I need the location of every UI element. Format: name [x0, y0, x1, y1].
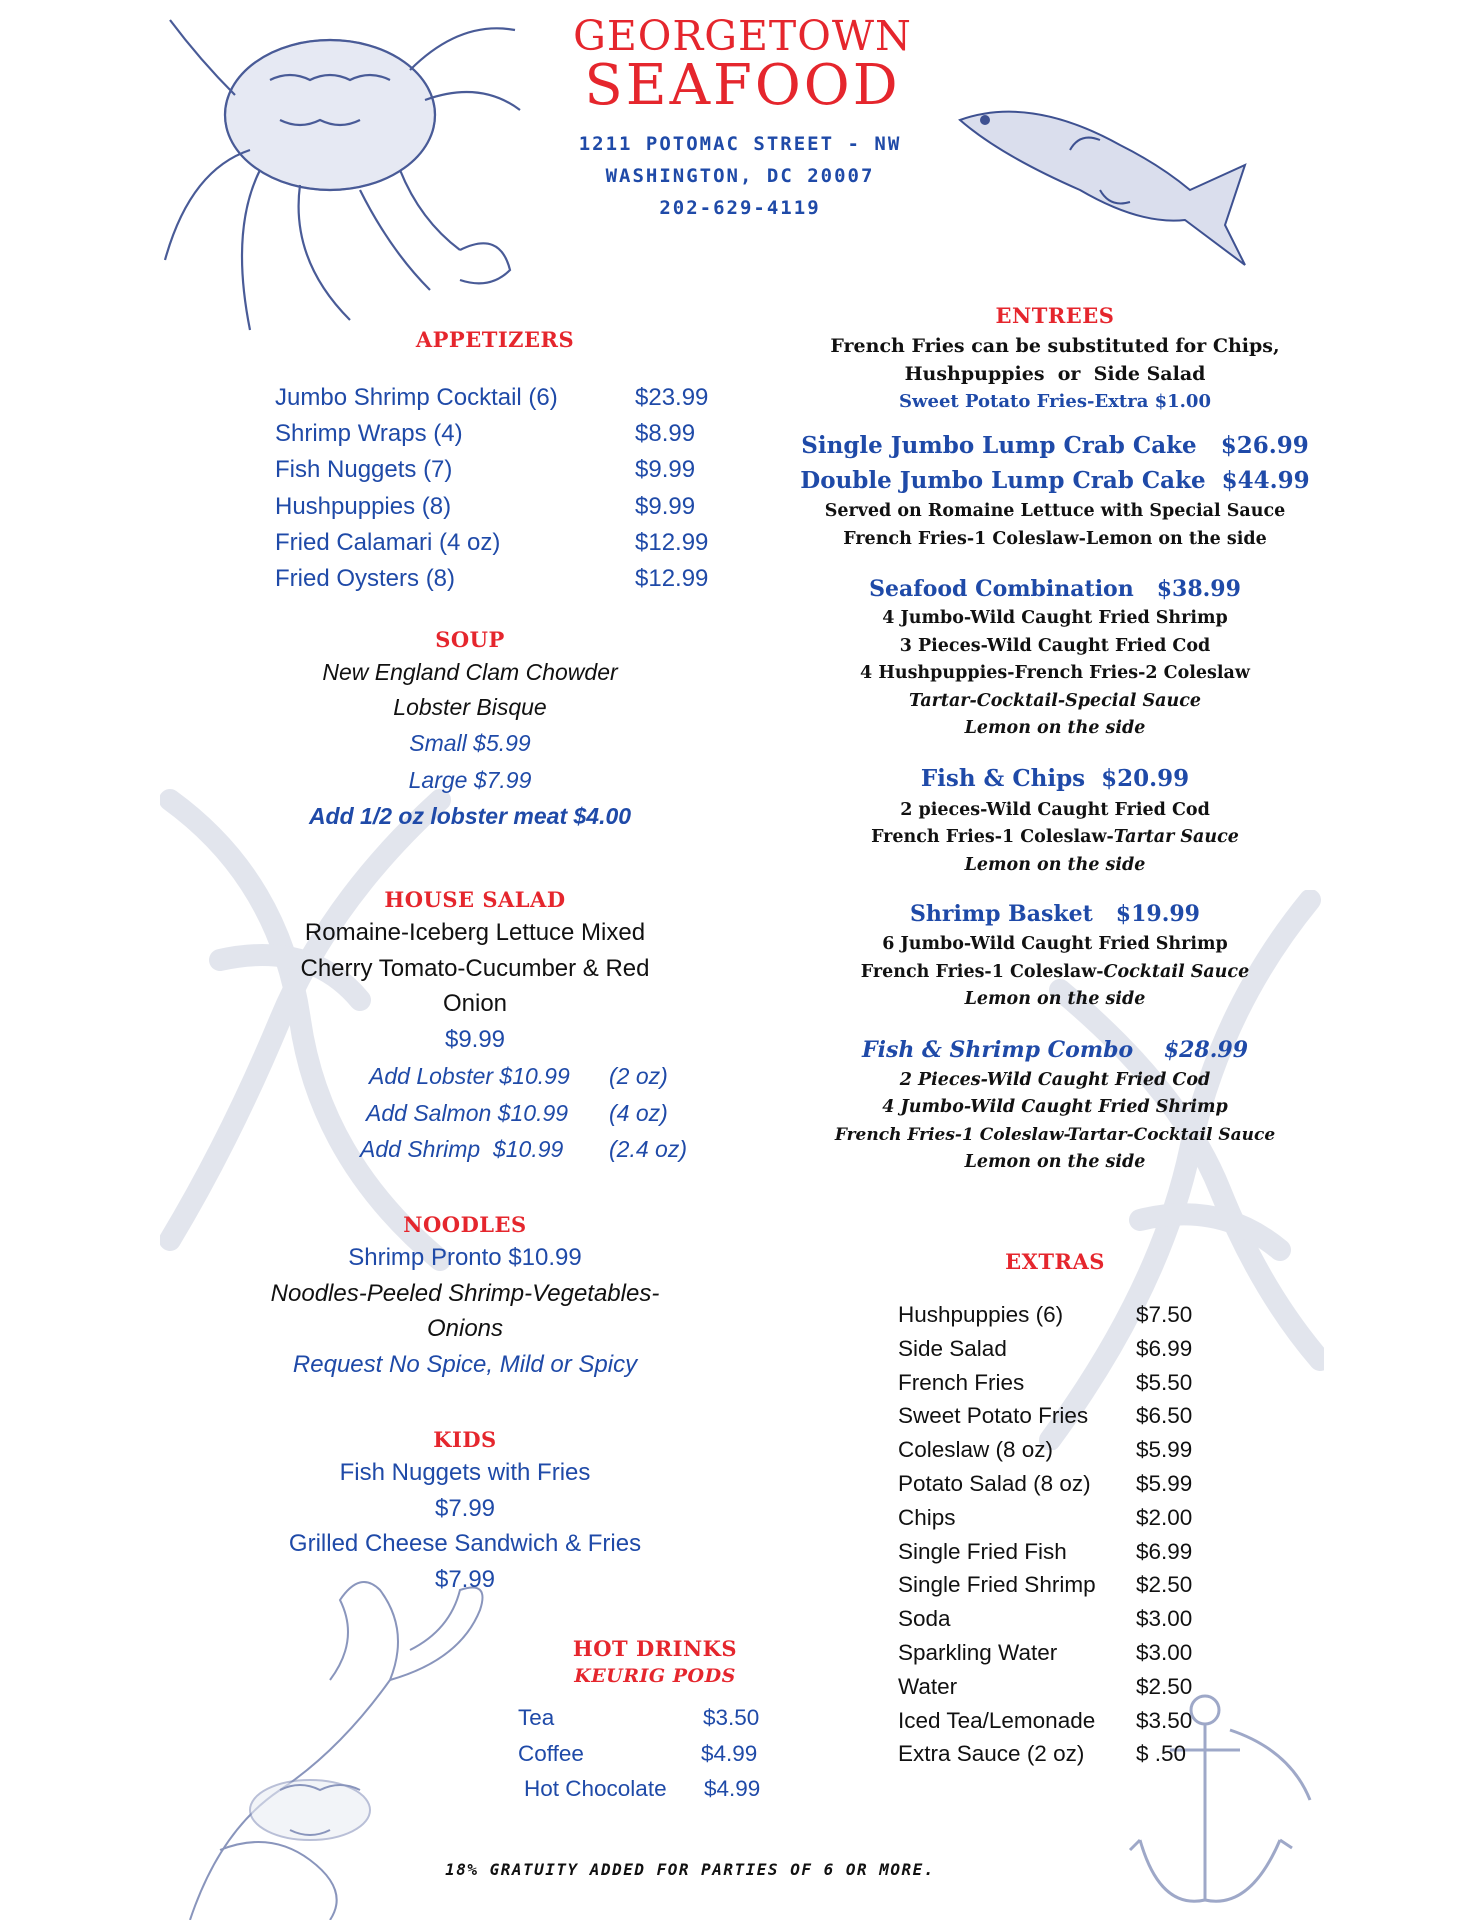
hot-drinks-heading: HOT DRINKS	[572, 1636, 738, 1661]
crab-cake-single: Single Jumbo Lump Crab Cake $26.99	[801, 432, 1309, 459]
extra-name: Single Fried Shrimp	[898, 1572, 1096, 1598]
extra-price: $2.00	[1136, 1504, 1193, 1530]
list-item	[360, 1058, 700, 1095]
seafood-combination-title: Seafood Combination $38.99	[869, 576, 1241, 602]
list-item	[275, 489, 715, 525]
extra-name: French Fries	[898, 1369, 1025, 1395]
menu-page	[160, 0, 1324, 1920]
appetizers-list	[275, 380, 715, 597]
drink-name: Hot Chocolate	[524, 1776, 667, 1801]
list-item	[512, 1700, 812, 1736]
shrimp-basket-sides: French Fries-1 Coleslaw-	[860, 961, 1104, 982]
drink-price: $3.50	[703, 1705, 760, 1730]
seafood-combination-description: 4 Jumbo-Wild Caught Fried Shrimp	[882, 608, 1228, 628]
fish-shrimp-combo-description: Lemon on the side	[964, 1152, 1146, 1172]
list-item	[275, 416, 715, 452]
seafood-combination-description: 3 Pieces-Wild Caught Fried Cod	[899, 635, 1211, 656]
extra-price: $6.99	[1136, 1335, 1193, 1361]
list-item	[898, 1433, 1218, 1467]
address-line2: WASHINGTON, DC 20007	[605, 165, 875, 187]
extra-price: $7.50	[1136, 1302, 1193, 1327]
kids-heading: KIDS	[433, 1427, 497, 1452]
entrees-heading: ENTREES	[995, 303, 1115, 328]
extra-name: Chips	[898, 1504, 956, 1530]
hot-drinks-list	[512, 1700, 812, 1807]
extra-name: Sweet Potato Fries	[898, 1403, 1089, 1429]
noodles-description: Onions	[426, 1315, 504, 1342]
list-item	[898, 1366, 1218, 1400]
addon-size: (2.4 oz)	[609, 1136, 687, 1162]
seafood-combination-description: Lemon on the side	[964, 718, 1146, 738]
extra-price: $6.50	[1136, 1403, 1193, 1429]
item-price: $12.99	[635, 565, 709, 593]
entrees-section	[780, 300, 1330, 1177]
salad-price: $9.99	[444, 1025, 506, 1053]
extras-heading: EXTRAS	[1005, 1249, 1105, 1274]
item-price: $9.99	[635, 456, 696, 484]
list-item	[360, 1131, 700, 1168]
house-salad-section	[265, 885, 685, 1057]
addon-name: Add Salmon $10.99	[366, 1099, 569, 1126]
noodles-note: Request No Spice, Mild or Spicy	[292, 1350, 638, 1378]
fish-and-chips-description: 2 pieces-Wild Caught Fried Cod	[900, 799, 1210, 820]
entrees-substitution-note: French Fries can be substituted for Chips,	[830, 335, 1280, 357]
soup-heading: SOUP	[435, 627, 505, 652]
crab-cake-description: French Fries-1 Coleslaw-Lemon on the side	[843, 528, 1267, 549]
list-item	[898, 1602, 1218, 1636]
extra-price: $ .50	[1136, 1741, 1187, 1767]
extra-name: Extra Sauce (2 oz)	[898, 1741, 1085, 1767]
gratuity-notice: 18% GRATUITY ADDED FOR PARTIES OF 6 OR MORE.	[445, 1860, 935, 1879]
item-price: $23.99	[635, 384, 709, 411]
list-item	[898, 1704, 1218, 1738]
salad-description: Onion	[442, 990, 508, 1017]
fish-and-chips-sides: French Fries-1 Coleslaw-	[871, 827, 1114, 847]
entrees-substitution-note: Hushpuppies or Side Salad	[904, 363, 1206, 385]
shrimp-basket-description: Lemon on the side	[964, 989, 1146, 1009]
logo	[560, 12, 925, 118]
kids-item: Grilled Cheese Sandwich & Fries	[288, 1530, 642, 1557]
extra-price: $3.00	[1136, 1606, 1193, 1632]
item-name: Hushpuppies (8)	[275, 492, 452, 520]
list-item	[275, 525, 715, 561]
item-name: Fried Oysters (8)	[275, 565, 456, 593]
crab-cake-double: Double Jumbo Lump Crab Cake $44.99	[800, 467, 1310, 494]
extra-price: $5.99	[1136, 1470, 1193, 1496]
address-line1: 1211 POTOMAC STREET - NW	[578, 133, 902, 155]
list-item	[512, 1771, 812, 1807]
salad-description: Romaine-Iceberg Lettuce Mixed	[304, 919, 646, 946]
extra-name: Coleslaw (8 oz)	[898, 1437, 1054, 1463]
list-item	[898, 1298, 1218, 1332]
list-item	[512, 1736, 812, 1772]
fish-and-chips-description: Lemon on the side	[964, 854, 1146, 875]
drink-price: $4.99	[701, 1740, 758, 1766]
item-price: $8.99	[635, 420, 696, 448]
restaurant-address	[555, 128, 925, 224]
noodles-section	[255, 1210, 675, 1382]
fish-shrimp-combo-description: 2 Pieces-Wild Caught Fried Cod	[899, 1069, 1211, 1090]
soup-item: Lobster Bisque	[393, 694, 547, 720]
extra-price: $2.50	[1136, 1673, 1193, 1699]
extra-name: Side Salad	[898, 1335, 1007, 1361]
list-item	[898, 1501, 1218, 1535]
list-item	[898, 1636, 1218, 1670]
extra-name: Sparkling Water	[898, 1639, 1058, 1665]
salad-addons	[360, 1058, 700, 1168]
list-item	[275, 380, 715, 416]
shrimp-basket-description	[780, 959, 1330, 987]
kids-section	[255, 1425, 675, 1597]
list-item	[898, 1332, 1218, 1366]
fish-shrimp-combo-description: French Fries-1 Coleslaw-Tartar-Cocktail Sauce	[834, 1124, 1276, 1145]
soup-price-large: Large $7.99	[408, 767, 532, 793]
item-price: $12.99	[635, 528, 709, 556]
crab-illustration	[160, 0, 530, 340]
extra-price: $5.99	[1136, 1437, 1193, 1463]
extra-name: Soda	[898, 1606, 951, 1632]
extra-price: $3.00	[1136, 1639, 1193, 1665]
entrees-extra-note: Sweet Potato Fries-Extra $1.00	[899, 391, 1211, 412]
extra-price: $5.50	[1136, 1369, 1193, 1395]
addon-size: (4 oz)	[609, 1099, 668, 1126]
hot-drinks-heading-block	[520, 1636, 790, 1690]
seafood-combination-description: Tartar-Cocktail-Special Sauce	[908, 690, 1202, 711]
list-item	[898, 1670, 1218, 1704]
extra-name: Potato Salad (8 oz)	[898, 1470, 1091, 1496]
crab-cake-description: Served on Romaine Lettuce with Special Sauce	[824, 501, 1286, 521]
logo-line-georgetown: GEORGETOWN	[573, 12, 912, 60]
house-salad-heading: HOUSE SALAD	[384, 887, 566, 912]
extra-name: Iced Tea/Lemonade	[898, 1707, 1096, 1733]
drink-price: $4.99	[704, 1776, 761, 1801]
list-item	[898, 1737, 1218, 1771]
extra-name: Water	[898, 1673, 958, 1699]
addon-name: Add Lobster $10.99	[369, 1063, 570, 1089]
item-name: Fish Nuggets (7)	[275, 456, 453, 484]
hot-drinks-subtitle: KEURIG PODS	[574, 1665, 736, 1687]
salad-description: Cherry Tomato-Cucumber & Red	[300, 954, 650, 982]
list-item	[898, 1399, 1218, 1433]
kids-price: $7.99	[434, 1565, 496, 1593]
shrimp-basket-sauce: Cocktail Sauce	[1103, 961, 1250, 982]
fish-and-chips-description	[780, 824, 1330, 852]
item-name: Fried Calamari (4 oz)	[275, 528, 501, 556]
extras-list	[898, 1298, 1218, 1771]
list-item	[360, 1095, 700, 1132]
kids-item: Fish Nuggets with Fries	[339, 1459, 591, 1486]
drink-name: Coffee	[518, 1740, 584, 1766]
appetizers-heading: APPETIZERS	[415, 327, 575, 352]
logo-line-seafood: SEAFOOD	[584, 53, 901, 118]
phone-number: 202-629-4119	[659, 197, 821, 219]
noodles-description: Noodles-Peeled Shrimp-Vegetables-	[270, 1279, 660, 1307]
item-name: Shrimp Wraps (4)	[275, 420, 463, 448]
extra-price: $3.50	[1136, 1707, 1193, 1733]
fish-illustration	[950, 95, 1250, 270]
list-item	[898, 1568, 1218, 1602]
shrimp-basket-description: 6 Jumbo-Wild Caught Fried Shrimp	[882, 934, 1228, 954]
soup-price-small: Small $5.99	[409, 730, 531, 756]
addon-name: Add Shrimp $10.99	[360, 1136, 564, 1162]
noodles-heading: NOODLES	[403, 1212, 527, 1237]
list-item	[898, 1535, 1218, 1569]
soup-item: New England Clam Chowder	[322, 659, 618, 685]
list-item	[275, 561, 715, 597]
kids-price: $7.99	[434, 1494, 496, 1522]
soup-section	[270, 625, 670, 834]
drink-name: Tea	[518, 1705, 555, 1730]
extra-price: $6.99	[1136, 1538, 1193, 1564]
shrimp-basket-title: Shrimp Basket $19.99	[910, 901, 1200, 927]
fish-shrimp-combo-title: Fish & Shrimp Combo $28.99	[861, 1036, 1249, 1063]
list-item	[275, 452, 715, 488]
fish-and-chips-title: Fish & Chips $20.99	[920, 764, 1190, 792]
fish-shrimp-combo-description: 4 Jumbo-Wild Caught Fried Shrimp	[882, 1097, 1228, 1117]
item-name: Jumbo Shrimp Cocktail (6)	[275, 384, 558, 411]
list-item	[898, 1467, 1218, 1501]
noodles-item: Shrimp Pronto $10.99	[348, 1244, 582, 1271]
seafood-combination-description: 4 Hushpuppies-French Fries-2 Coleslaw	[860, 663, 1250, 683]
extra-price: $2.50	[1136, 1572, 1193, 1598]
item-price: $9.99	[635, 492, 696, 520]
extra-name: Hushpuppies (6)	[898, 1302, 1064, 1327]
addon-size: (2 oz)	[609, 1063, 668, 1089]
fish-and-chips-sauce: Tartar Sauce	[1113, 827, 1239, 847]
soup-addon: Add 1/2 oz lobster meat $4.00	[308, 803, 632, 829]
extra-name: Single Fried Fish	[898, 1538, 1067, 1564]
